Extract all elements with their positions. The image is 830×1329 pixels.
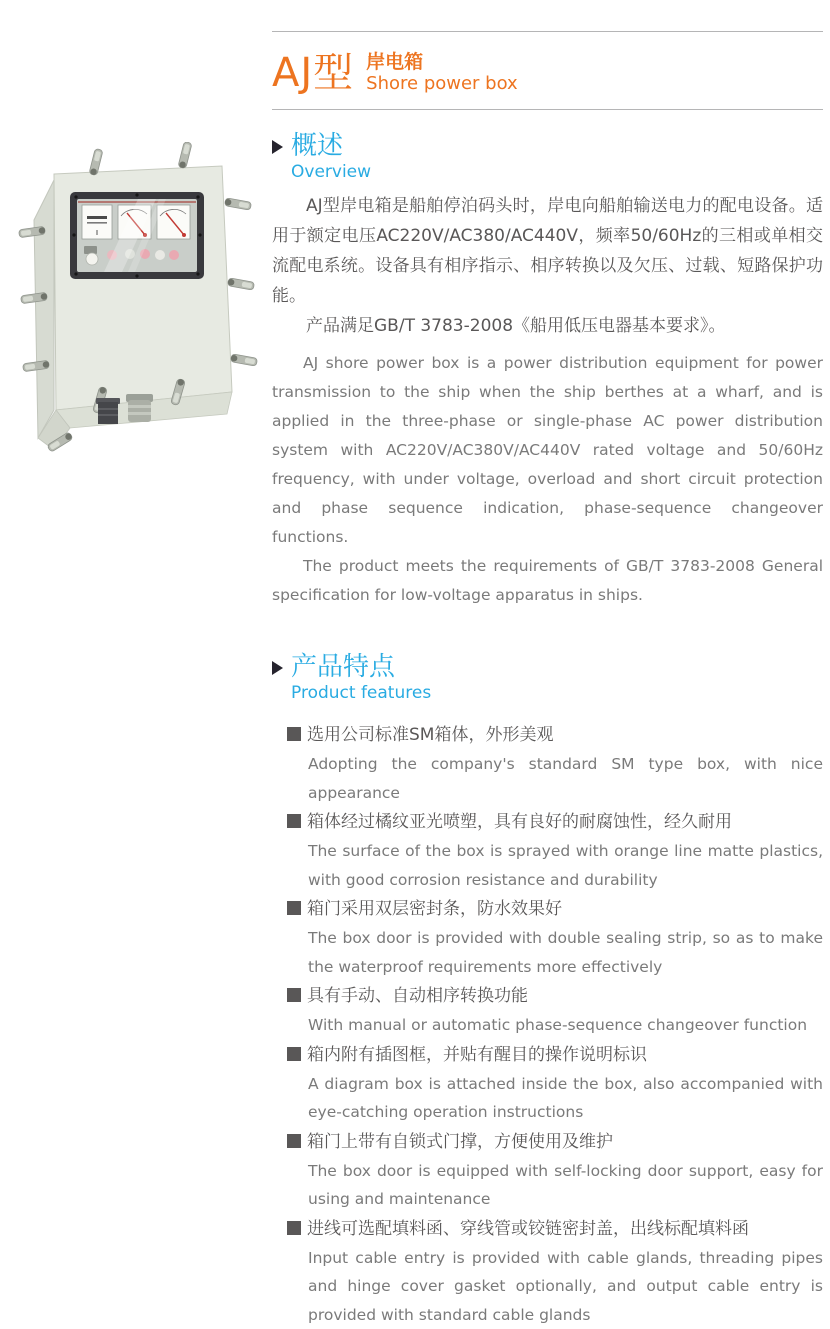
content-column [272, 0, 823, 1329]
features-heading-cn: 产品特点 [291, 652, 431, 682]
overview-paragraph-en: The product meets the requirements of GB/T 3783-2008 General specification for low-voltage apparatus in ships. [272, 552, 823, 610]
overview-paragraph-cn: AJ型岸电箱是船舶停泊码头时，岸电向船舶输送电力的配电设备。适用于额定电压AC220V/AC380/AC440V，频率50/60Hz的三相或单相交流配电系统。设备具有相序指示、相序转换以及欠压、过载、短路保护功能。 [272, 191, 823, 311]
title-divider-bottom [272, 109, 823, 110]
feature-title-text: 箱门采用双层密封条，防水效果好 [307, 899, 562, 919]
overview-heading-cn: 概述 [291, 131, 371, 161]
feature-desc-en: With manual or automatic phase-sequence changeover function [308, 1011, 823, 1040]
overview-section [272, 131, 823, 610]
product-photo [8, 142, 266, 464]
feature-item [287, 981, 823, 1040]
feature-bullet-icon [287, 901, 301, 915]
feature-title-text: 箱体经过橘纹亚光喷塑，具有良好的耐腐蚀性，经久耐用 [307, 812, 732, 832]
title-divider-top [272, 31, 823, 32]
feature-title-text: 箱门上带有自锁式门撑，方便使用及维护 [307, 1132, 613, 1152]
feature-desc-en: The surface of the box is sprayed with orange line matte plastics, with good corrosion resistance and durability [308, 837, 823, 894]
overview-heading-en: Overview [291, 162, 371, 182]
feature-title-cn [287, 981, 823, 1011]
feature-title-cn [287, 1214, 823, 1244]
feature-title-cn [287, 1127, 823, 1157]
feature-title-cn [287, 1040, 823, 1070]
feature-desc-en: The box door is equipped with self-locking door support, easy for using and maintenance [308, 1157, 823, 1214]
overview-paragraph-en: AJ shore power box is a power distribution equipment for power transmission to the ship when the ship berthes at a wharf, and is applied in the three-phase or single-phase AC power distribution system with AC220V/AC380V/AC440V rated voltage and 50/60Hz frequency, with under voltage, overload and short circuit protection and phase sequence indication, phase-sequence changeover functions. [272, 349, 823, 552]
product-name-cn: 岸电箱 [366, 51, 518, 73]
feature-bullet-icon [287, 988, 301, 1002]
section-arrow-icon [272, 661, 283, 675]
feature-desc-en: Adopting the company's standard SM type box, with nice appearance [308, 750, 823, 807]
feature-item [287, 720, 823, 807]
feature-item [287, 807, 823, 894]
feature-desc-en: Input cable entry is provided with cable glands, threading pipes and hinge cover gasket optionally, and output cable entry is provided with standard cable glands [308, 1244, 823, 1329]
feature-title-text: 箱内附有插图框，并贴有醒目的操作说明标识 [307, 1045, 647, 1065]
feature-bullet-icon [287, 1221, 301, 1235]
feature-item [287, 1040, 823, 1127]
feature-title-cn [287, 894, 823, 924]
feature-item [287, 894, 823, 981]
feature-item [287, 1214, 823, 1329]
features-section [272, 652, 823, 1329]
feature-bullet-icon [287, 814, 301, 828]
feature-title-text: 选用公司标准SM箱体，外形美观 [307, 725, 553, 745]
product-name-en: Shore power box [366, 73, 518, 94]
feature-item [287, 1127, 823, 1214]
section-arrow-icon [272, 140, 283, 154]
product-photo-area [8, 142, 266, 464]
title-block [272, 31, 823, 110]
feature-bullet-icon [287, 727, 301, 741]
feature-desc-en: The box door is provided with double sealing strip, so as to make the waterproof requirements more effectively [308, 924, 823, 981]
feature-bullet-icon [287, 1047, 301, 1061]
product-model: AJ型 [272, 50, 354, 96]
feature-title-cn [287, 720, 823, 750]
feature-list [287, 720, 823, 1329]
feature-title-text: 具有手动、自动相序转换功能 [307, 986, 528, 1006]
feature-title-text: 进线可选配填料函、穿线管或铰链密封盖，出线标配填料函 [307, 1219, 749, 1239]
features-heading-en: Product features [291, 683, 431, 703]
feature-desc-en: A diagram box is attached inside the box, also accompanied with eye-catching operation instructions [308, 1070, 823, 1127]
feature-bullet-icon [287, 1134, 301, 1148]
feature-title-cn [287, 807, 823, 837]
overview-paragraph-cn: 产品满足GB/T 3783-2008《船用低压电器基本要求》。 [272, 311, 823, 341]
